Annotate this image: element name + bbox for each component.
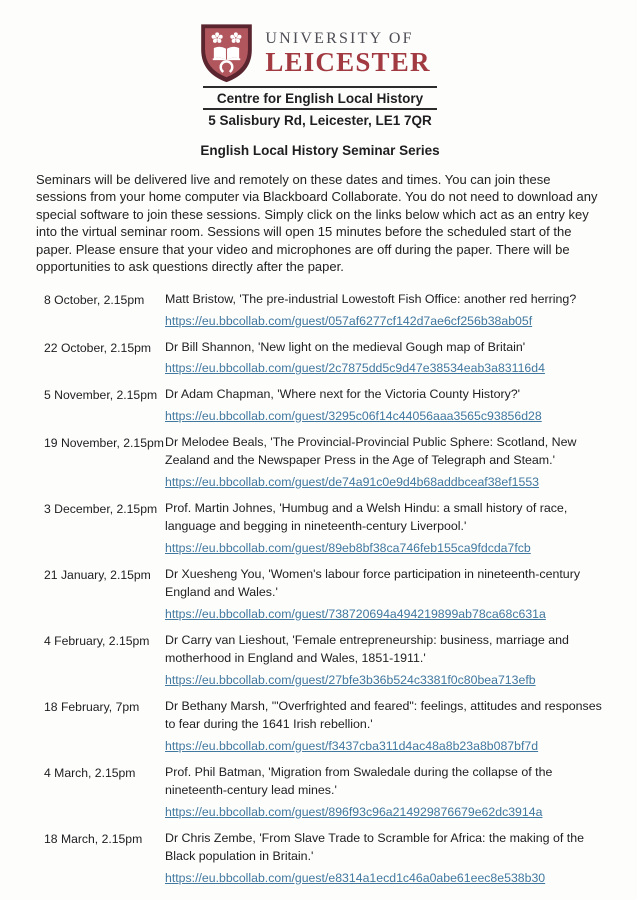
seminar-date: 21 January, 2.15pm [44,567,151,582]
seminar-date: 4 March, 2.15pm [44,765,136,780]
seminar-link[interactable]: https://eu.bbcollab.com/guest/896f93c96a214929876679e62dc3914a [165,804,543,819]
seminar-row [44,433,604,491]
seminar-date: 22 October, 2.15pm [44,340,152,355]
seminar-content [165,565,604,623]
seminar-title: Dr Bill Shannon, 'New light on the medieval Gough map of Britain' [165,339,526,354]
seminar-link[interactable]: https://eu.bbcollab.com/guest/3295c06f14c44056aaa3565c93856d28 [165,408,542,423]
seminar-title: Dr Xuesheng You, 'Women's labour force participation in nineteenth-century England and Wales.' [165,566,581,600]
seminar-row [44,499,604,557]
university-logotype [265,30,430,77]
university-crest-icon [199,22,254,84]
seminar-row [44,631,604,689]
seminar-date: 4 February, 2.15pm [44,633,150,648]
seminar-date: 5 November, 2.15pm [44,388,158,403]
seminar-date: 18 March, 2.15pm [44,831,143,846]
seminar-row [44,697,604,755]
seminar-list [44,290,604,887]
seminar-row [44,565,604,623]
seminar-content [165,829,604,887]
seminar-link[interactable]: https://eu.bbcollab.com/guest/f3437cba311d4ac48a8b23a8b087bf7d [165,738,539,753]
seminar-link[interactable]: https://eu.bbcollab.com/guest/057af6277cf142d7ae6cf256b38ab05f [165,313,533,328]
university-header [36,22,594,84]
centre-address: 5 Salisbury Rd, Leicester, LE1 7QR [208,113,432,128]
seminar-title: Matt Bristow, 'The pre-industrial Lowestoft Fish Office: another red herring? [165,292,577,307]
centre-address-block [203,86,437,128]
seminar-content [165,631,604,689]
seminar-content [165,763,604,821]
seminar-title: Dr Melodee Beals, 'The Provincial-Provincial Public Sphere: Scotland, New Zealand and the Newspaper Press in the Age of Telegraph and Steam.' [165,434,577,468]
seminar-link[interactable]: https://eu.bbcollab.com/guest/e8314a1ecd1c46a0abe61eec8e538b30 [165,870,546,885]
seminar-link[interactable]: https://eu.bbcollab.com/guest/de74a91c0e9d4b68addbceaf38ef1553 [165,474,539,489]
seminar-title: Dr Bethany Marsh, '"Overfrighted and feared": feelings, attitudes and responses to fear during the 1641 Irish rebellion.' [165,698,602,732]
university-name-line1: UNIVERSITY OF [265,29,414,47]
seminar-content [165,697,604,755]
seminar-content [165,433,604,491]
seminar-row [44,290,604,330]
seminar-title: Dr Carry van Lieshout, 'Female entrepreneurship: business, marriage and motherhood in England and Wales, 1851-1911.' [165,632,569,666]
university-name-line2: LEICESTER [265,47,431,78]
document-title: English Local History Seminar Series [200,143,440,158]
seminar-date: 18 February, 7pm [44,699,140,714]
seminar-date: 19 November, 2.15pm [44,435,164,450]
intro-paragraph: Seminars will be delivered live and remotely on these dates and times. You can join these sessions from your home computer via Blackboard Collaborate. You do not need to download any special software to join these sessions. Simply click on the links below which act as an entry key into the virtual seminar room. Sessions will open 15 minutes before the scheduled start of the paper. Please ensure that your video and microphones are off during the paper. There will be opportunities to ask questions directly after the paper. [36,172,598,275]
seminar-link[interactable]: https://eu.bbcollab.com/guest/738720694a494219899ab78ca68c631a [165,606,546,621]
seminar-title: Prof. Phil Batman, 'Migration from Swaledale during the collapse of the nineteenth-century lead mines.' [165,764,553,798]
seminar-content [165,385,604,425]
seminar-content [165,499,604,557]
seminar-date: 8 October, 2.15pm [44,293,145,308]
seminar-link[interactable]: https://eu.bbcollab.com/guest/89eb8bf38ca746feb155ca9fdcda7fcb [165,540,531,555]
seminar-title: Prof. Martin Johnes, 'Humbug and a Welsh Hindu: a small history of race, language and begging in nineteenth-century Liverpool.' [165,500,568,534]
seminar-content [165,290,604,330]
centre-name: Centre for English Local History [203,86,437,110]
seminar-content [165,338,604,378]
seminar-link[interactable]: https://eu.bbcollab.com/guest/27bfe3b36b524c3381f0c80bea713efb [165,672,536,687]
seminar-row [44,338,604,378]
seminar-row [44,763,604,821]
seminar-date: 3 December, 2.15pm [44,501,158,516]
seminar-row [44,829,604,887]
seminar-row [44,385,604,425]
seminar-link[interactable]: https://eu.bbcollab.com/guest/2c7875dd5c9d47e38534eab3a83116d4 [165,361,545,376]
seminar-title: Dr Chris Zembe, 'From Slave Trade to Scramble for Africa: the making of the Black population in Britain.' [165,830,584,864]
seminar-title: Dr Adam Chapman, 'Where next for the Victoria County History?' [165,387,521,402]
